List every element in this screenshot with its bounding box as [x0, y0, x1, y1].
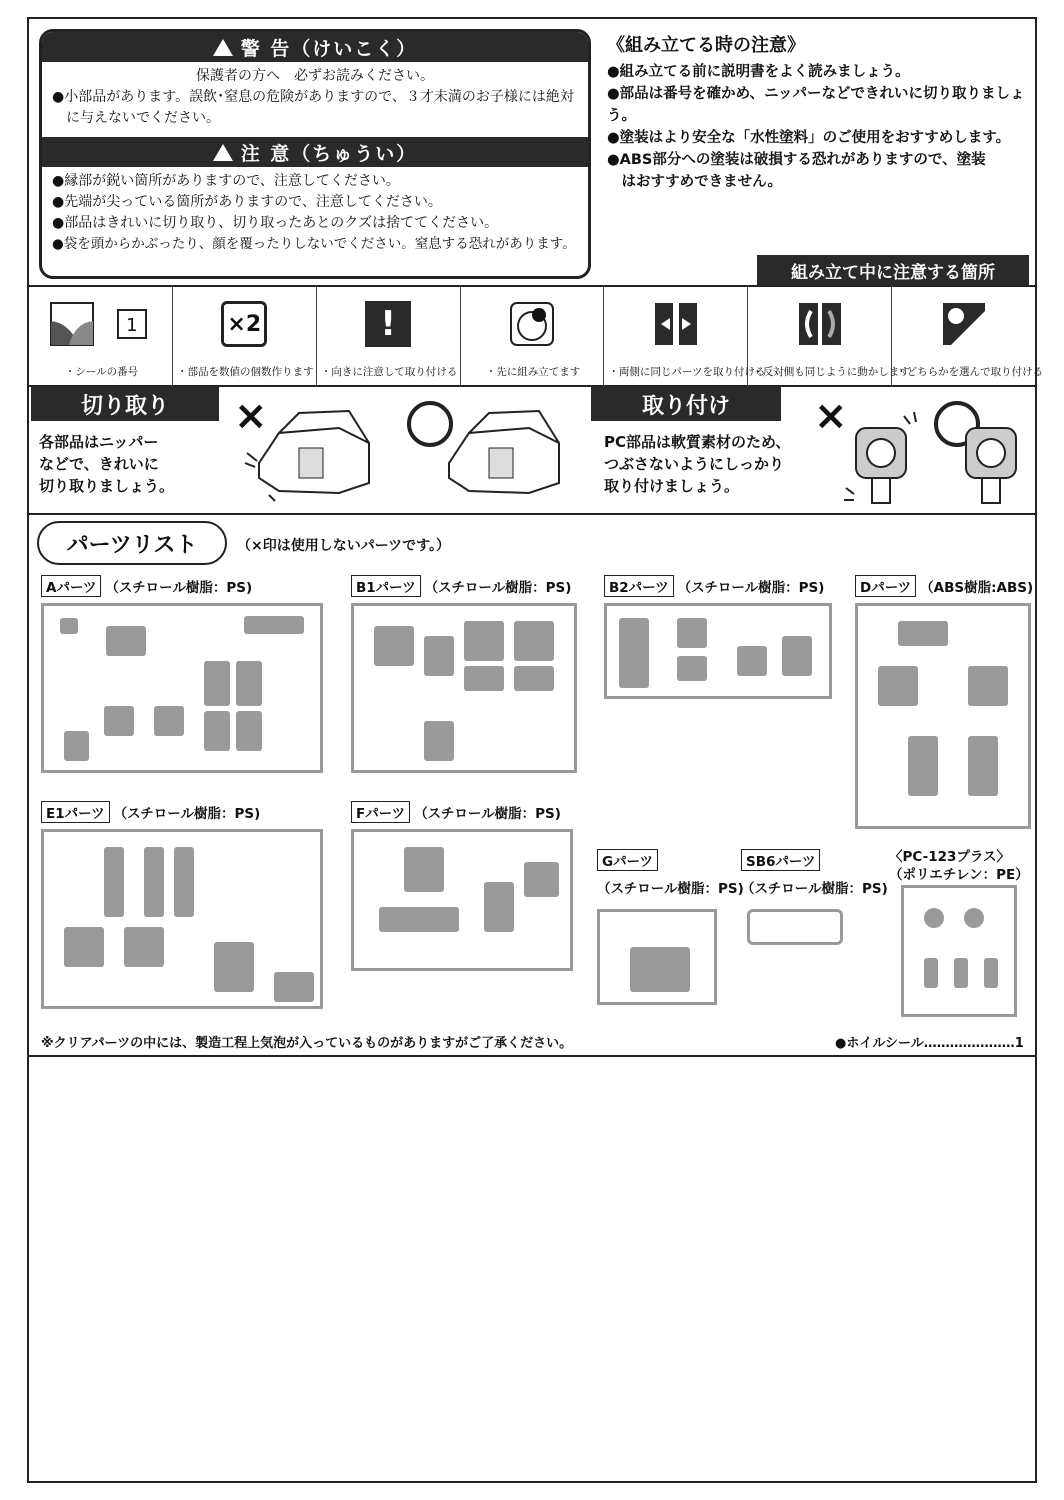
clear-parts-note: ※クリアパーツの中には、製造工程上気泡が入っているものがありますがご了承ください。 — [41, 1036, 573, 1051]
runner-e1-material: （スチロール樹脂：PS) — [113, 806, 261, 822]
cutting-good-part-illustration — [429, 403, 579, 503]
cutting-line-2: などで、きれいに — [39, 455, 159, 473]
cutting-instructions — [39, 431, 174, 497]
caution-triangle-icon — [213, 144, 233, 161]
section-divider — [29, 1055, 1035, 1057]
caution-line-3: ●部品はきれいに切り取り、切り取ったあとのクズは捨ててください。 — [52, 215, 499, 231]
runner-b2-name: B2パーツ — [604, 575, 674, 597]
cut-attach-section — [29, 383, 1035, 515]
choose-one-icon — [941, 301, 987, 347]
runner-e1-header — [41, 801, 260, 823]
runner-pc-name: 〈PC-123プラス〉 — [889, 849, 1010, 865]
cutting-tag: 切り取り — [31, 387, 219, 421]
runner-sb6-header — [741, 849, 824, 871]
attach-bad-part-illustration — [844, 408, 924, 508]
icon-cell-sticker — [29, 287, 173, 385]
runner-f — [351, 829, 573, 971]
foil-seal-count: ●ホイルシール…………………1 — [835, 1036, 1024, 1051]
sticker-icon — [49, 301, 95, 347]
notes-line-3: ●塗装はより安全な「水性塗料」のご使用をおすすめします。 — [607, 130, 1011, 146]
exclamation-icon: ! — [365, 301, 411, 347]
runner-b2-header — [604, 575, 824, 597]
sticker-number-box: 1 — [117, 309, 147, 339]
runner-b2-material: （スチロール樹脂：PS) — [677, 580, 825, 596]
parts-list-tag: パーツリスト — [37, 521, 227, 565]
icon-label-multiply: ・部品を数値の個数作ります — [177, 366, 314, 378]
icon-label-choose: ・どちらかを選んで取り付ける — [896, 366, 1044, 378]
runner-g-material: （スチロール樹脂：PS) — [597, 881, 744, 897]
runner-f-header — [351, 801, 561, 823]
warning-line-2: に与えないでください。 — [52, 110, 220, 126]
runner-b2 — [604, 603, 832, 699]
assembly-caution-title: 組み立て中に注意する箇所 — [757, 255, 1029, 285]
icon-label-opposite: ・反対側も同じように動かします — [752, 366, 910, 378]
runner-d-header — [855, 575, 1033, 597]
icon-cell-multiply — [173, 287, 317, 385]
attach-tag: 取り付け — [591, 387, 781, 421]
runner-g — [597, 909, 717, 1005]
assembly-icons-row — [29, 285, 1044, 387]
warning-header — [42, 32, 588, 62]
runner-sb6-name: SB6パーツ — [741, 849, 820, 871]
runner-a-material: （スチロール樹脂：PS) — [105, 580, 253, 596]
multiply-icon: ×2 — [221, 301, 267, 347]
warning-title: 警 告（けいこく） — [240, 37, 418, 60]
runner-f-name: Fパーツ — [351, 801, 410, 823]
runner-e1 — [41, 829, 323, 1009]
notes-line-1: ●組み立てる前に説明書をよく読みましょう。 — [607, 64, 910, 80]
warning-box — [39, 29, 591, 279]
cutting-line-3: 切り取りましょう。 — [39, 477, 175, 495]
runner-b1-name: B1パーツ — [351, 575, 421, 597]
runner-g-header — [597, 849, 662, 871]
icon-cell-direction — [317, 287, 461, 385]
icon-label-direction: ・向きに注意して取り付ける — [320, 366, 458, 378]
warning-subtitle: 保護者の方へ 必ずお読みください。 — [196, 68, 434, 84]
runner-b1-header — [351, 575, 571, 597]
attach-line-1: PC部品は軟質素材のため、 — [604, 433, 791, 451]
icon-cell-both — [604, 287, 766, 385]
cutting-line-1: 各部品はニッパー — [39, 433, 159, 451]
attach-bad-mark: × — [814, 393, 848, 439]
opposite-side-icon — [797, 301, 843, 347]
first-assemble-icon — [509, 301, 555, 347]
runner-e1-name: E1パーツ — [41, 801, 110, 823]
both-sides-icon — [653, 301, 699, 347]
instruction-page — [27, 17, 1044, 1483]
runner-d — [855, 603, 1031, 829]
attach-good-part-illustration — [954, 408, 1034, 508]
runner-a-header — [41, 575, 252, 597]
attach-line-3: 取り付けましょう。 — [604, 477, 740, 495]
icon-label-sticker: ・シールの番号 — [64, 366, 139, 378]
attach-instructions — [604, 431, 790, 497]
warning-line-1: ●小部品があります。誤飲･窒息の危険がありますので、３才未満のお子様には絶対 — [52, 89, 574, 105]
assembly-notes — [607, 31, 1027, 193]
runner-b1-material: （スチロール樹脂：PS) — [424, 580, 572, 596]
caution-line-1: ●縁部が鋭い箇所がありますので、注意してください。 — [52, 173, 400, 189]
caution-title: 注 意（ちゅうい） — [240, 142, 418, 165]
notes-title: 《組み立てる時の注意》 — [607, 35, 805, 56]
runner-sb6-material: （スチロール樹脂：PS) — [741, 881, 888, 897]
runner-sb6 — [747, 909, 843, 945]
icon-cell-first — [461, 287, 605, 385]
runner-d-material: （ABS樹脂:ABS) — [920, 580, 1034, 596]
runner-b1 — [351, 603, 577, 773]
runner-pc — [901, 885, 1017, 1017]
runner-a — [41, 603, 323, 773]
runner-f-material: （スチロール樹脂：PS) — [414, 806, 561, 822]
runner-pc-material: （ポリエチレン：PE） — [889, 867, 1029, 883]
cutting-bad-mark: × — [234, 393, 268, 439]
notes-line-4: ●ABS部分への塗装は破損する恐れがありますので、塗装 — [607, 152, 986, 168]
warning-triangle-icon — [213, 39, 233, 56]
cutting-bad-part-illustration — [239, 403, 389, 503]
caution-line-4: ●袋を頭からかぶったり、顔を覆ったりしないでください。窒息する恐れがあります。 — [52, 236, 576, 252]
icon-cell-choose — [892, 287, 1044, 385]
notes-line-5: はおすすめできません。 — [607, 174, 783, 190]
icon-label-both: ・両側に同じパーツを取り付ける — [608, 366, 766, 378]
runner-a-name: Aパーツ — [41, 575, 101, 597]
attach-line-2: つぶさないようにしっかり — [604, 455, 785, 473]
parts-list-note: （×印は使用しないパーツです。） — [237, 538, 451, 554]
icon-cell-opposite — [748, 287, 910, 385]
runner-g-name: Gパーツ — [597, 849, 658, 871]
caution-line-2: ●先端が尖っている箇所がありますので、注意してください。 — [52, 194, 442, 210]
icon-label-first: ・先に組み立てます — [485, 366, 581, 378]
notes-line-2: ●部品は番号を確かめ、ニッパーなどできれいに切り取りましょう。 — [607, 86, 1025, 124]
runner-d-name: Dパーツ — [855, 575, 916, 597]
caution-header — [42, 137, 588, 167]
